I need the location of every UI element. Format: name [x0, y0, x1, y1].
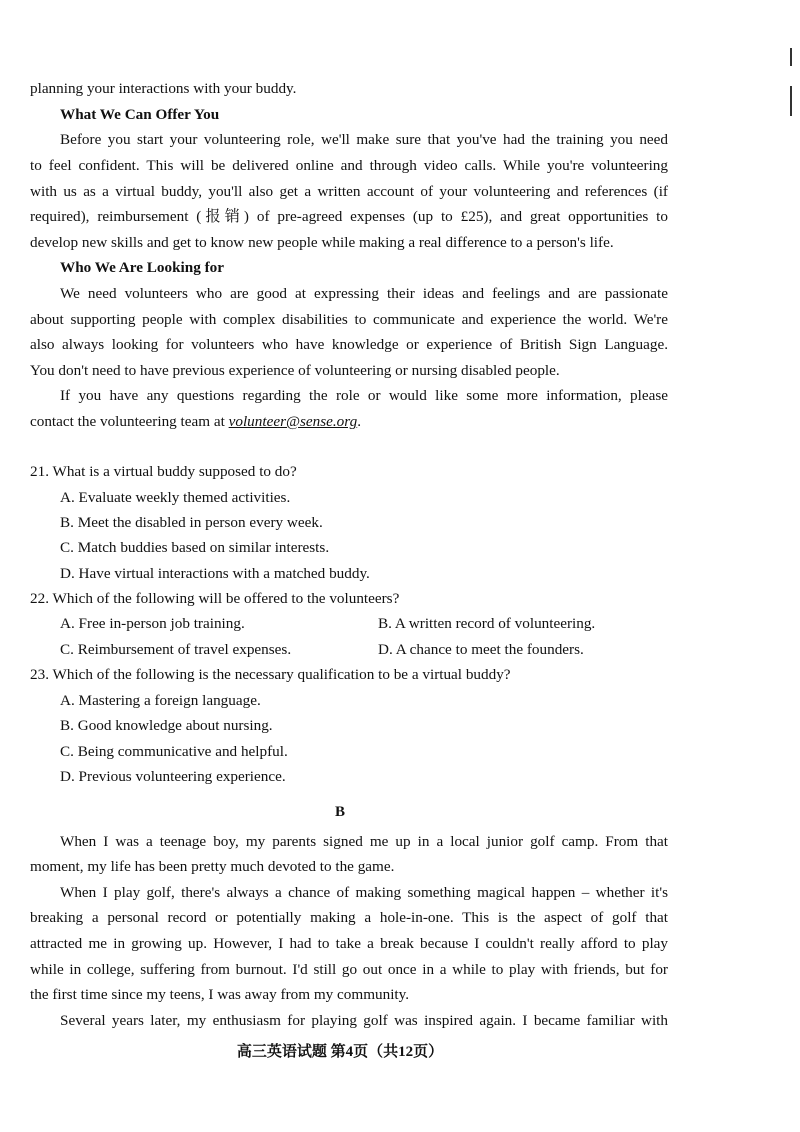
offer-paragraph-line: Before you start your volunteering role, we'll make sure that you've had the training you need [60, 131, 668, 148]
q23-option-b: B. Good knowledge about nursing. [60, 717, 273, 734]
passage-b-line: attracted me in growing up. However, I had to take a break because I couldn't really afford to play [30, 935, 668, 952]
looking-paragraph-line: We need volunteers who are good at expressing their ideas and feelings and are passionate [60, 285, 668, 302]
contact-email-link[interactable]: volunteer@sense.org [228, 413, 358, 430]
q22-option-c: C. Reimbursement of travel expenses. [60, 641, 292, 658]
question-23-stem: 23. Which of the following is the necessary qualification to be a virtual buddy? [30, 666, 511, 683]
passage-b-line: the first time since my teens, I was away from my community. [30, 986, 410, 1003]
q23-option-d: D. Previous volunteering experience. [60, 768, 286, 785]
contact-suffix: . [357, 413, 361, 430]
q23-option-c: C. Being communicative and helpful. [60, 743, 288, 760]
passage-b-line: When I play golf, there's always a chance of making something magical happen – whether it's [60, 884, 668, 901]
passage-b-line: When I was a teenage boy, my parents signed me up in a local junior golf camp. From that [60, 833, 668, 850]
looking-paragraph-line: also always looking for volunteers who have knowledge or experience of British Sign Language. [30, 336, 668, 353]
passage-b-title: B [334, 804, 345, 820]
heading-what-we-can-offer: What We Can Offer You [60, 106, 220, 123]
offer-paragraph-line: required), reimbursement (报销) of pre-agreed expenses (up to £25), and great opportunities to [30, 208, 668, 225]
q21-option-c: C. Match buddies based on similar interests. [60, 539, 330, 556]
page-footer: 高三英语试题 第4页（共12页） [236, 1044, 444, 1060]
q22-option-b: B. A written record of volunteering. [378, 615, 596, 632]
q21-option-a: A. Evaluate weekly themed activities. [60, 489, 291, 506]
q21-option-d: D. Have virtual interactions with a matched buddy. [60, 565, 370, 582]
passage-b-line: while in college, suffering from burnout. I'd still go out once in a while to play with friends, but for [30, 961, 668, 978]
question-22-stem: 22. Which of the following will be offered to the volunteers? [30, 590, 400, 607]
contact-prefix: contact the volunteering team at [30, 413, 229, 430]
question-21-stem: 21. What is a virtual buddy supposed to do? [30, 463, 297, 480]
passage-b-line: breaking a personal record or potentially making a hole-in-one. This is the aspect of golf that [30, 909, 668, 926]
contact-line-1: If you have any questions regarding the role or would like some more information, please [60, 387, 668, 404]
scan-edge-mark [790, 86, 792, 116]
looking-paragraph-line: about supporting people with complex disabilities to communicate and experience the world. We're [30, 311, 668, 328]
q22-option-d: D. A chance to meet the founders. [378, 641, 584, 658]
passage-a-line-0: planning your interactions with your buddy. [30, 80, 297, 97]
q22-option-a: A. Free in-person job training. [60, 615, 245, 632]
heading-who-we-are-looking-for: Who We Are Looking for [60, 259, 224, 276]
offer-paragraph-line: to feel confident. This will be delivered online and through video calls. While you're volunteering [30, 157, 668, 174]
looking-paragraph-line: You don't need to have previous experience of volunteering or nursing disabled people. [30, 362, 560, 379]
scan-edge-mark [790, 48, 792, 66]
passage-b-line: Several years later, my enthusiasm for playing golf was inspired again. I became familiar with [60, 1012, 668, 1029]
offer-paragraph-line: with us as a virtual buddy, you'll also get a written account of your volunteering and references (if [30, 183, 668, 200]
offer-paragraph-line: develop new skills and get to know new people while making a real difference to a person's life. [30, 234, 614, 251]
passage-b-line: moment, my life has been pretty much devoted to the game. [30, 858, 395, 875]
q21-option-b: B. Meet the disabled in person every week. [60, 514, 323, 531]
contact-line-2 [30, 412, 361, 432]
q23-option-a: A. Mastering a foreign language. [60, 692, 261, 709]
